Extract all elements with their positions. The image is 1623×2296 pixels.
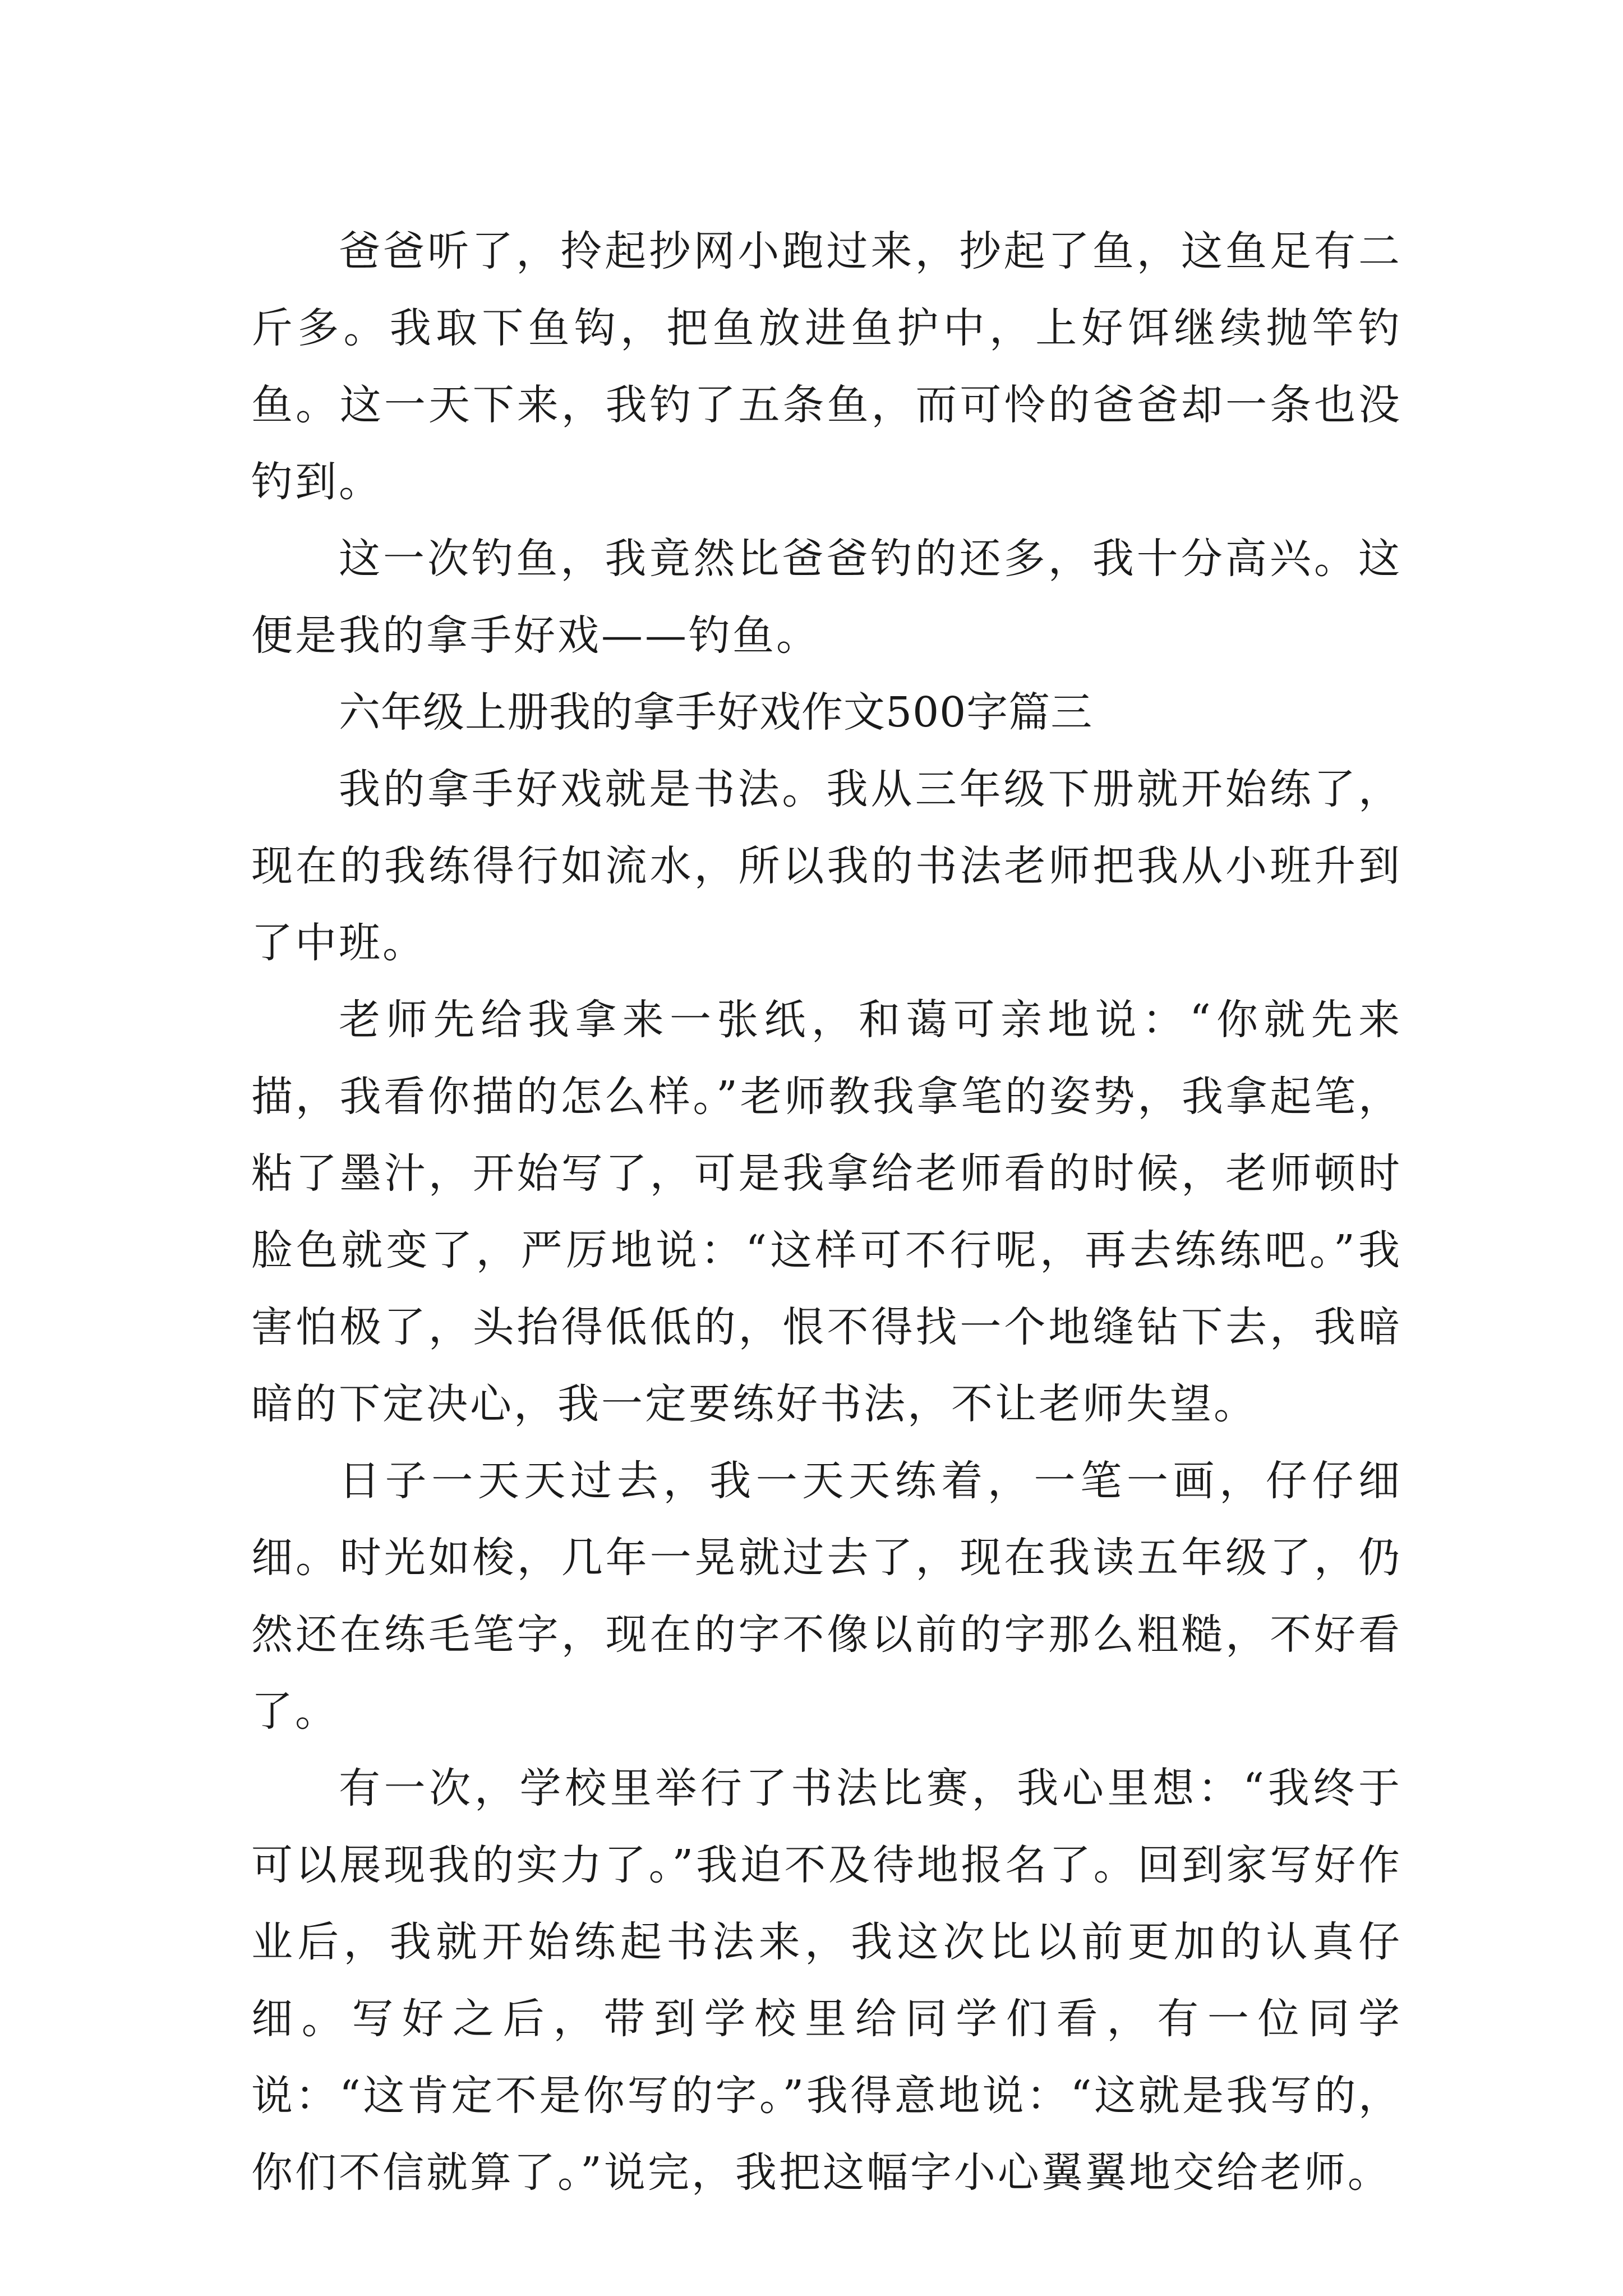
- section-heading: 六年级上册我的拿手好戏作文500字篇三: [339, 688, 1093, 737]
- document-body: [251, 213, 1402, 2211]
- paragraph-4: 老师先给我拿来一张纸，和蔼可亲地说：“你就先来描，我看你描的怎么样。”老师教我拿笔的姿势，我拿起笔，粘了墨汁，开始写了，可是我拿给老师看的时候，老师顿时脸色就变了，严厉地说：“这样可不行呢，再去练练吧。”我害怕极了，头抬得低低的，恨不得找一个地缝钻下去，我暗暗的下定决心，我一定要练好书法，不让老师失望。: [251, 996, 1402, 1428]
- paragraph-6: 有一次，学校里举行了书法比赛，我心里想：“我终于可以展现我的实力了。”我迫不及待地报名了。回到家写好作业后，我就开始练起书法来，我这次比以前更加的认真仔细。写好之后，带到学校里给同学们看，有一位同学说：“这肯定不是你写的字。”我得意地说：“这就是我写的，你们不信就算了。”说完，我把这幅字小心翼翼地交给老师。: [251, 1764, 1402, 2197]
- paragraph-3: 我的拿手好戏就是书法。我从三年级下册就开始练了，现在的我练得行如流水，所以我的书法老师把我从小班升到了中班。: [251, 765, 1402, 967]
- paragraph-2: 这一次钓鱼，我竟然比爸爸钓的还多，我十分高兴。这便是我的拿手好戏——钓鱼。: [251, 535, 1402, 660]
- paragraph-5: 日子一天天过去，我一天天练着，一笔一画，仔仔细细。时光如梭，几年一晃就过去了，现在我读五年级了，仍然还在练毛笔字，现在的字不像以前的字那么粗糙，不好看了。: [251, 1457, 1402, 1736]
- paragraph-1: 爸爸听了，拎起抄网小跑过来，抄起了鱼，这鱼足有二斤多。我取下鱼钩，把鱼放进鱼护中，上好饵继续抛竿钓鱼。这一天下来，我钓了五条鱼，而可怜的爸爸却一条也没钓到。: [251, 227, 1402, 506]
